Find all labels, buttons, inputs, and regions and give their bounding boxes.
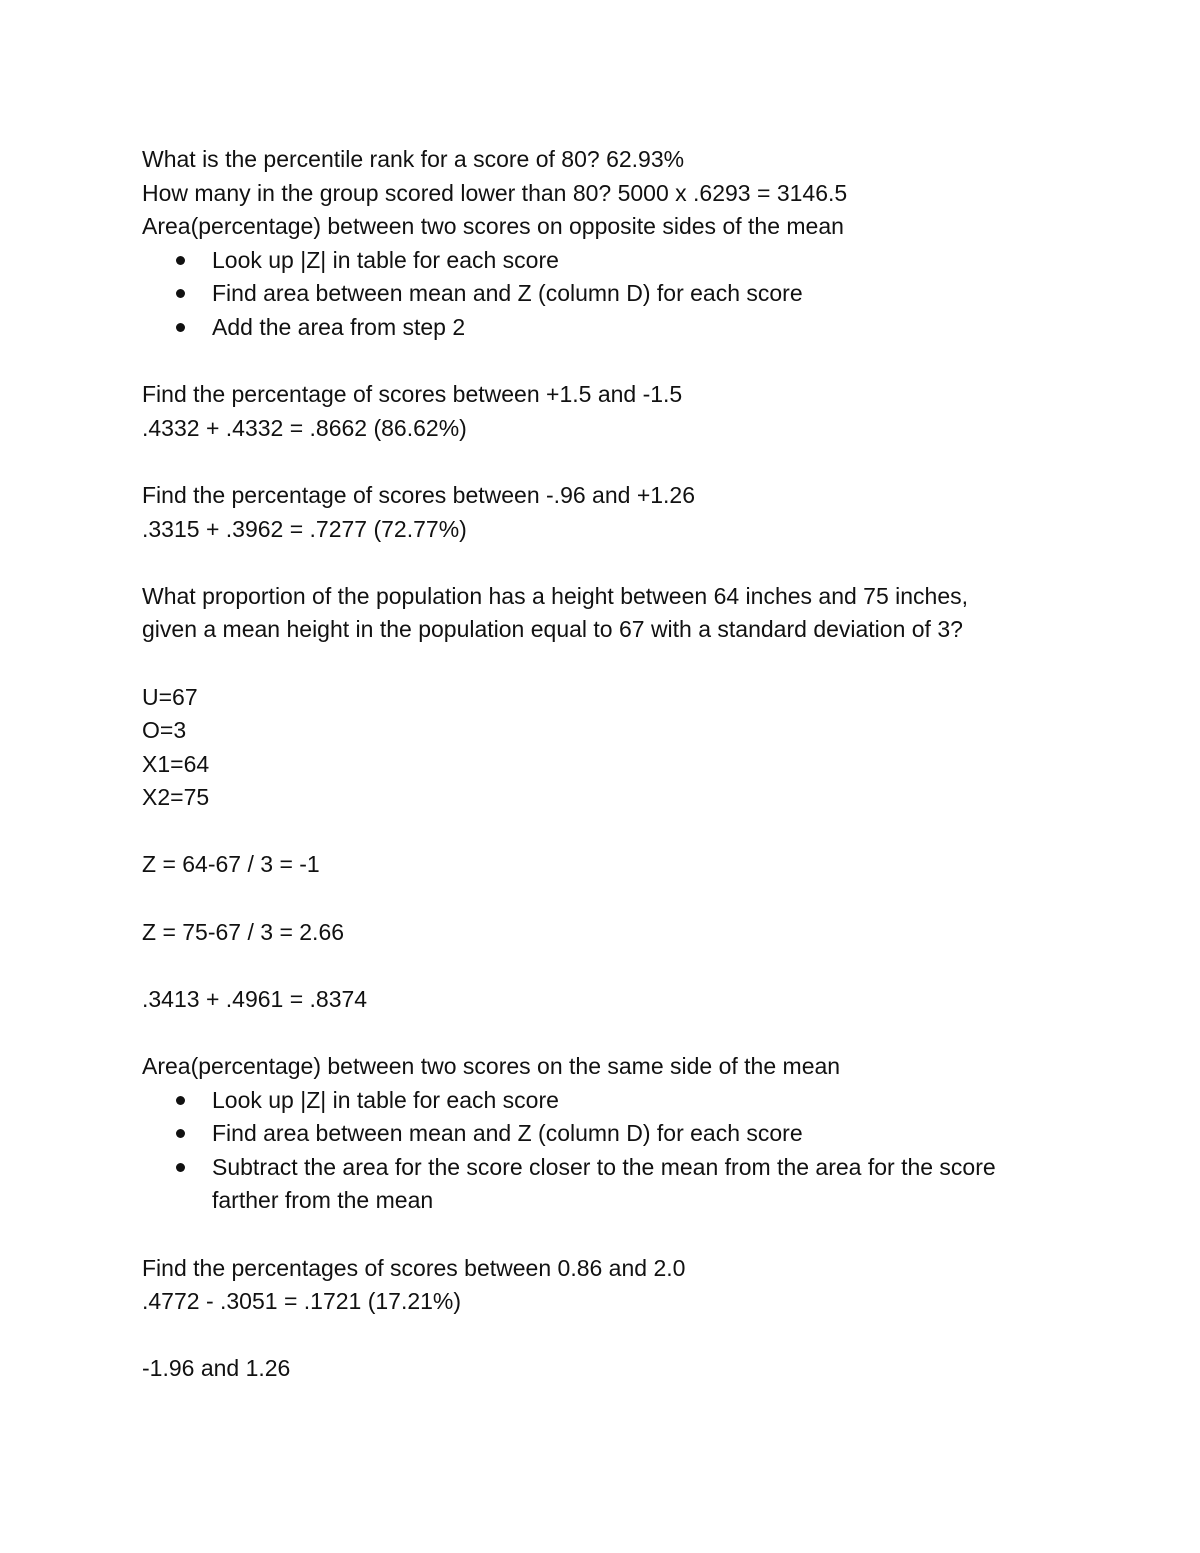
opposite-sides-heading: Area(percentage) between two scores on opposite sides of the mean [142,213,844,240]
list-item [142,311,1082,345]
example4-question: Find the percentages of scores between 0.86 and 2.0 [142,1254,686,1281]
example3-question-line1: What proportion of the population has a height between 64 inches and 75 inches, [142,582,969,609]
step-text: Find area between mean and Z (column D) for each score [212,280,803,307]
step-text: Subtract the area for the score closer to the mean from the area for the score farther from the mean [212,1153,996,1214]
bullet-icon [176,1129,185,1138]
same-side-steps [142,1084,1082,1218]
scored-lower-question: How many in the group scored lower than 80? 5000 x .6293 = 3146.5 [142,179,848,206]
bullet-icon [176,289,185,298]
step-text: Look up |Z| in table for each score [212,1086,559,1113]
list-item [142,1084,1082,1118]
spacer [142,949,1082,983]
z2-calculation: Z = 75-67 / 3 = 2.66 [142,918,345,945]
list-item [142,277,1082,311]
spacer [142,345,1082,379]
example4-answer: .4772 - .3051 = .1721 (17.21%) [142,1288,462,1315]
area-sum: .3413 + .4961 = .8374 [142,985,368,1012]
spacer [142,882,1082,916]
example2-question: Find the percentage of scores between -.96 and +1.26 [142,481,696,508]
example1-answer: .4332 + .4332 = .8662 (86.62%) [142,414,467,441]
spacer [142,1319,1082,1353]
example3-question-line2: given a mean height in the population equal to 67 with a standard deviation of 3? [142,616,963,643]
z1-calculation: Z = 64-67 / 3 = -1 [142,851,320,878]
list-item [142,244,1082,278]
bullet-icon [176,323,185,332]
document-body [142,143,1082,1386]
step-text: Look up |Z| in table for each score [212,246,559,273]
spacer [142,445,1082,479]
bullet-icon [176,1163,185,1172]
spacer [142,1218,1082,1252]
spacer [142,647,1082,681]
step-text: Add the area from step 2 [212,313,466,340]
bullet-icon [176,1096,185,1105]
spacer [142,815,1082,849]
percentile-rank-question: What is the percentile rank for a score of 80? 62.93% [142,146,685,172]
spacer [142,1016,1082,1050]
example5-question: -1.96 and 1.26 [142,1355,291,1382]
given-sd: O=3 [142,717,187,744]
example1-question: Find the percentage of scores between +1.5 and -1.5 [142,381,683,408]
given-x2: X2=75 [142,784,210,811]
opposite-sides-steps [142,244,1082,345]
example2-answer: .3315 + .3962 = .7277 (72.77%) [142,515,467,542]
list-item [142,1117,1082,1151]
same-side-heading: Area(percentage) between two scores on the same side of the mean [142,1053,841,1080]
bullet-icon [176,256,185,265]
given-mean: U=67 [142,683,198,710]
spacer [142,546,1082,580]
list-item [142,1151,1082,1218]
step-text: Find area between mean and Z (column D) for each score [212,1120,803,1147]
given-x1: X1=64 [142,750,210,777]
